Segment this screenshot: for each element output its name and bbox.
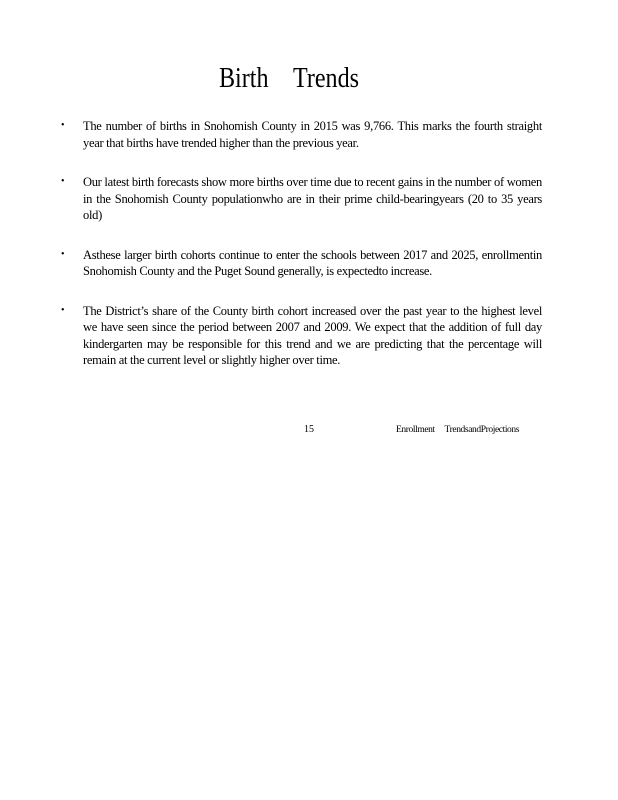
page-number: 15: [304, 424, 314, 435]
bullet-list: [61, 118, 542, 369]
bullet-marker: •: [61, 120, 65, 131]
bullet-item-district-share: [61, 303, 542, 369]
page-title: Birth Trends: [218, 63, 360, 94]
bullet-text: Our latest birth forecasts show more births over time due to recent gains in the number of women in the Snohomish County populationwho are in their prime child-bearingyears (20 to 35 years old): [83, 175, 542, 222]
bullet-item-birth-forecasts: [61, 174, 542, 224]
bullet-marker: •: [61, 304, 65, 316]
bullet-item-enrollment-increase: [61, 247, 542, 280]
bullet-item-births-2015: [61, 118, 542, 151]
bullet-text: The District’s share of the County birth cohort increased over the past year to the highest level we have seen since the period between 2007 and 2009. We expect that the addition of full day kindergarten may be responsible for this trend and we are predicting that the percentage will remain at the current level or slightly higher over time.: [83, 303, 542, 367]
bullet-marker: •: [61, 176, 65, 187]
bullet-marker: •: [61, 248, 65, 260]
bullet-text: Asthese larger birth cohorts continue to enter the schools between 2017 and 2025, enrollmentin Snohomish County and the Puget Sound generally, is expectedto increase.: [83, 247, 542, 278]
bullet-text: The number of births in Snohomish County in 2015 was 9,766. This marks the fourth straight year that births have trended higher than the previous year.: [83, 119, 542, 150]
footer-label: Enrollment TrendsandProjections: [396, 425, 520, 435]
